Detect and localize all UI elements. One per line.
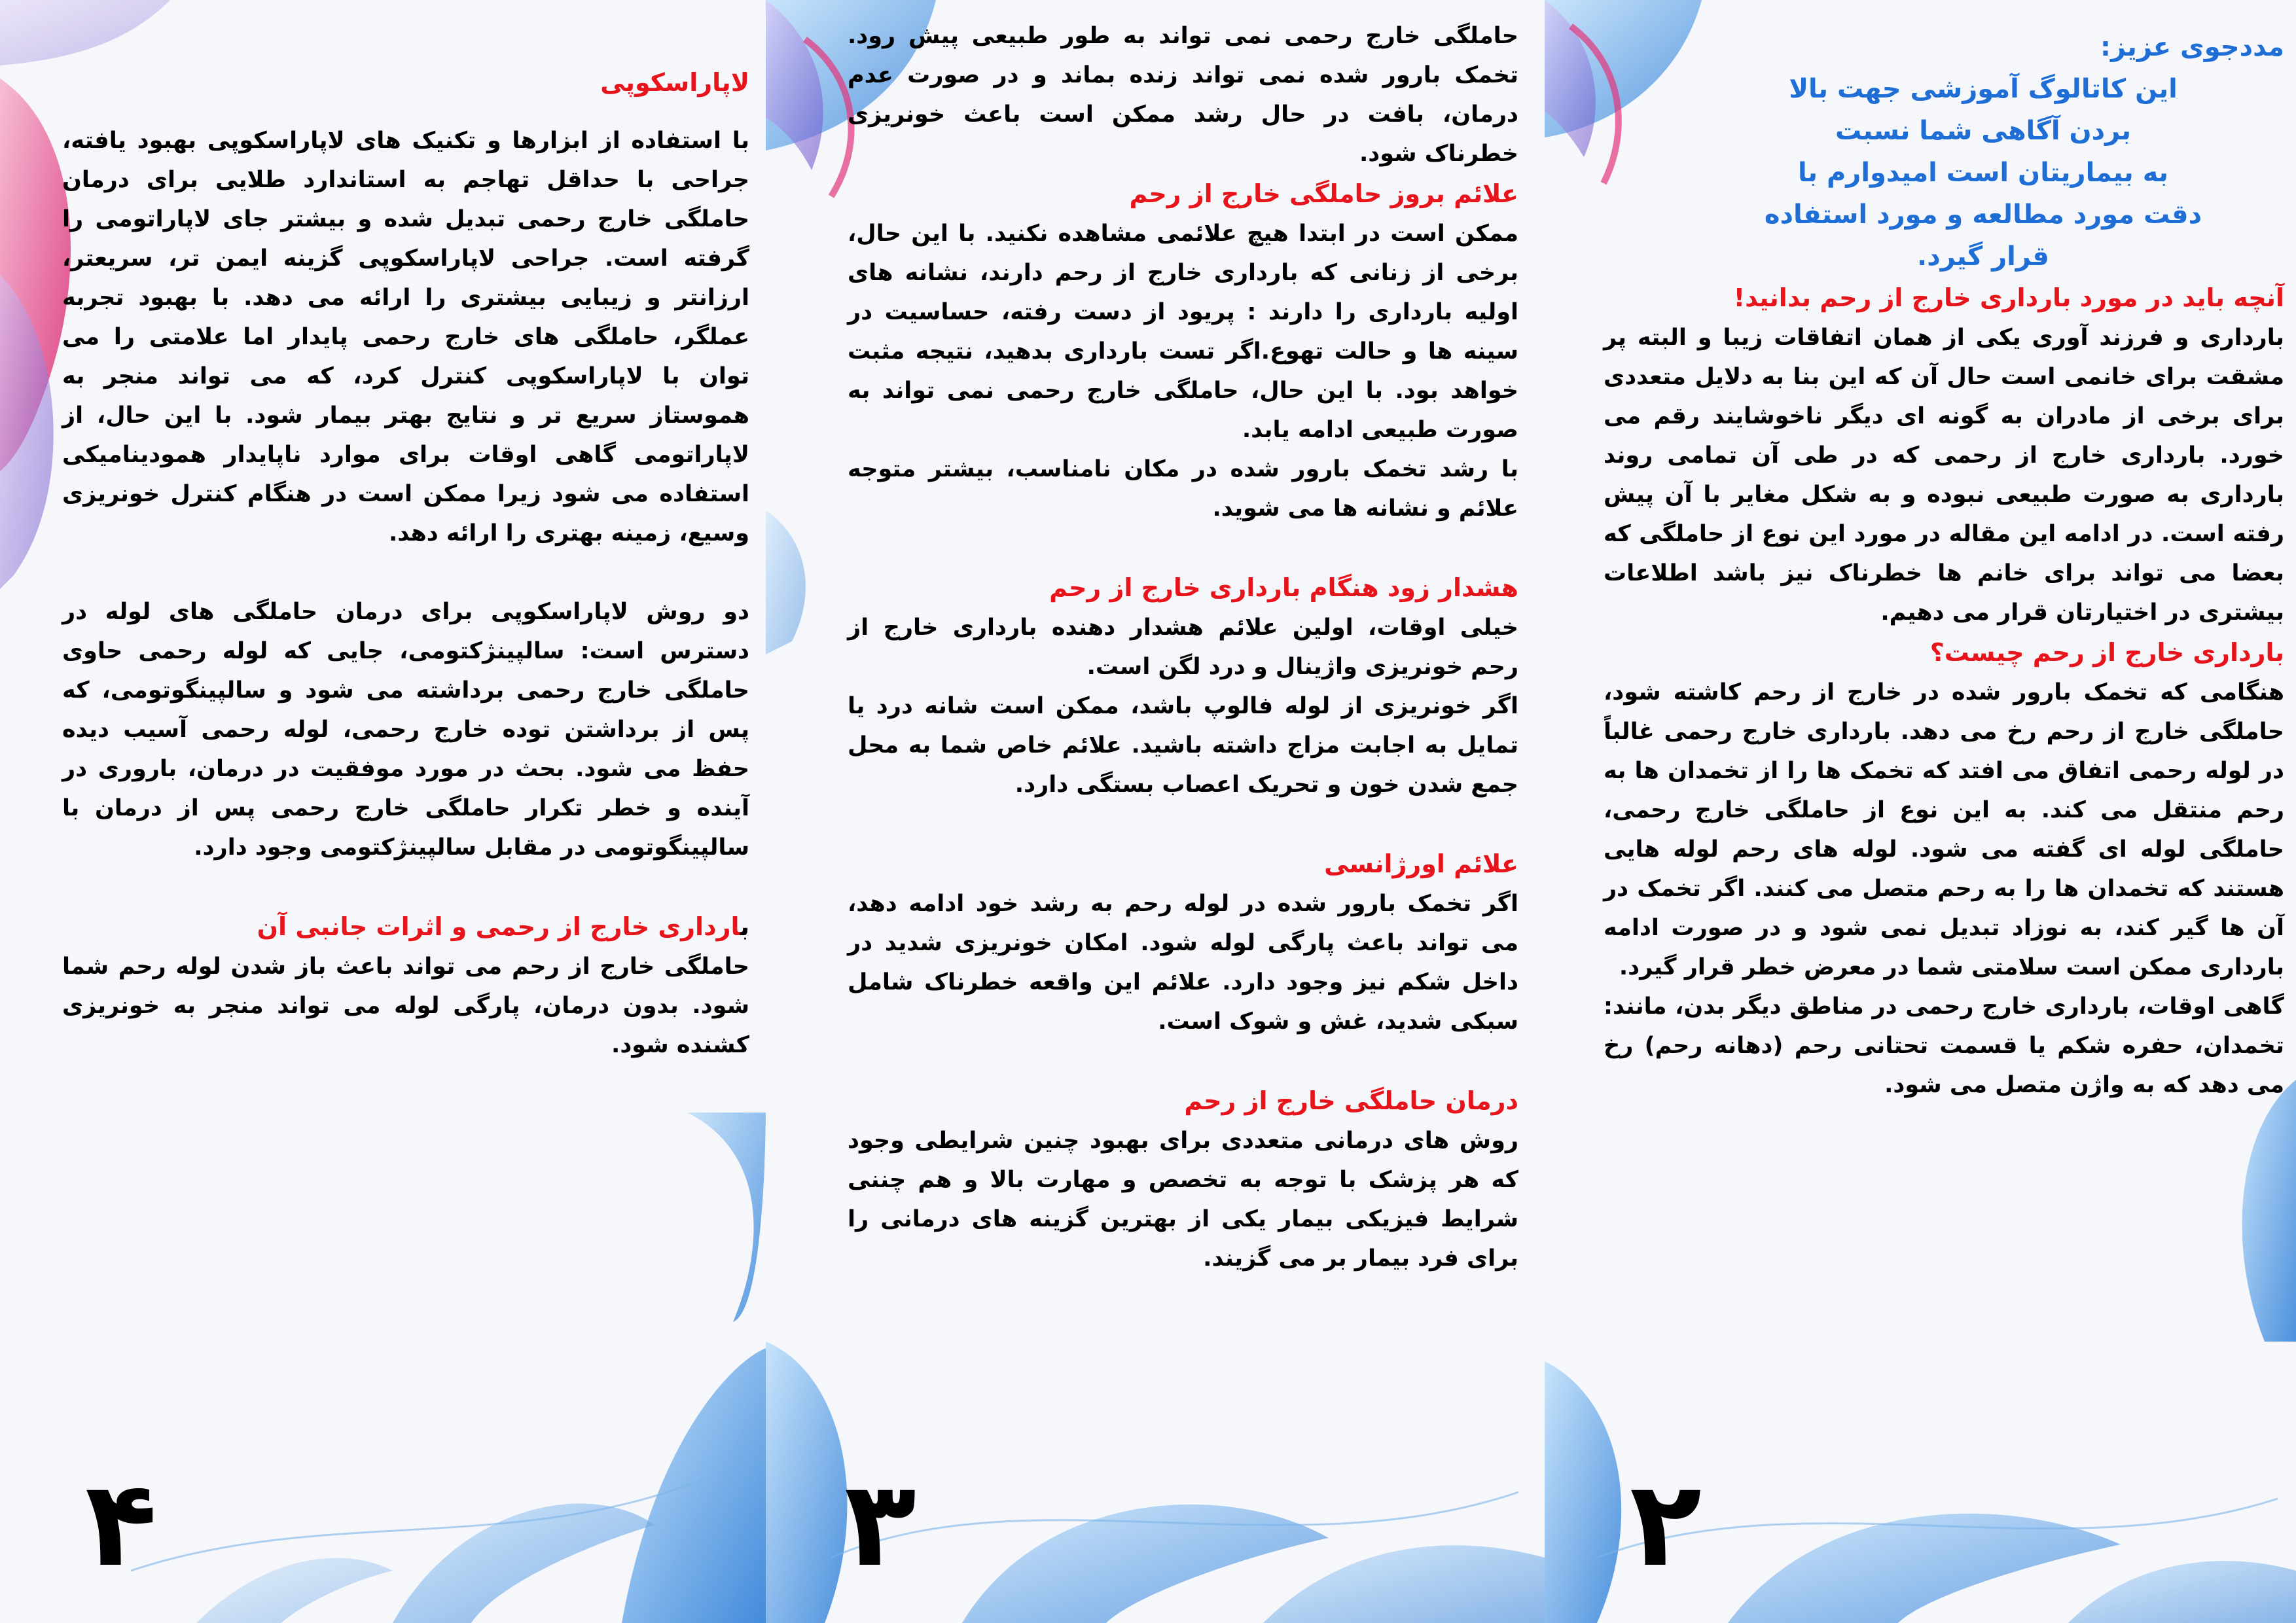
paragraph-laparoscopy: با استفاده از ابزارها و تکنیک های لاپاراسکوپی بهبود یافته، جراحی با حداقل تهاجم به استاندارد طلایی برای درمان حاملگی خارج رحمی تبدیل شده و بیشتر جای لاپاراتومی را گرفته است. جراحی لاپاراسکوپی گزینه ایمن تر، سریعتر، ارزانتر و زیبایی بیشتری را ارائه می دهد. با بهبود تجربه عملگر، حاملگی های خارج رحمی پایدار اما علامتی را می توان با لاپاراسکوپی کنترل کرد، که می تواند منجر به هموستاز سریع تر و نتایج بهتر بیمار شود. با این حال، از لاپاراتومی گاهی اوقات برای موارد ناپایدار همودینامیکی استفاده می شود زیرا ممکن است در هنگام کنترل خونریزی وسیع، زمینه بهتری را ارائه دهد. [62, 128, 749, 546]
intro-lines [1604, 68, 2284, 277]
heading-symptoms: علائم بروز حاملگی خارج از رحم [1129, 179, 1518, 208]
page-number: ۲ [1630, 1456, 1702, 1593]
paragraph-other-areas: گاهی اوقات، بارداری خارج رحمی در مناطق دیگر بدن، مانند: تخمدان، حفره شکم یا قسمت تحتانی رحم (دهانه رحم) رخ می دهد که به واژن متصل می شود. [1604, 993, 2284, 1098]
heading-early-warning: هشدار زود هنگام بارداری خارج از رحم [1049, 573, 1518, 602]
paragraph-side-effects: حاملگی خارج از رحم می تواند باعث باز شدن لوله رحم شما شود. بدون درمان، پارگی لوله می تواند منجر به خونریزی کشنده شود. [62, 954, 749, 1058]
intro-line: قرار گیرد. [1917, 241, 2049, 272]
intro-line: دقت مورد مطالعه و مورد استفاده [1764, 200, 2202, 230]
heading-treatment: درمان حاملگی خارج از رحم [1184, 1086, 1518, 1115]
paragraph-fallopian-bleeding: اگر خونریزی از لوله فالوپ باشد، ممکن است شانه درد یا تمایل به اجابت مزاج داشته باشید. علائم خاص شما به محل جمع شدن خون و تحریک اعصاب بستگی دارد. [848, 693, 1518, 798]
intro-block [1604, 26, 2284, 277]
page-2-column [1604, 26, 2284, 1105]
intro-line: بردن آگاهی شما نسبت [1835, 116, 2132, 146]
heading-what-to-know: آنچه باید در مورد بارداری خارج از رحم بدانید! [1733, 283, 2284, 312]
heading-what-is: بارداری خارج از رحم چیست؟ [1929, 638, 2284, 667]
heading-laparoscopy: لاپاراسکوپی [600, 68, 749, 97]
paragraph-overview: بارداری و فرزند آوری یکی از همان اتفاقات زیبا و البته پر مشقت برای خانمی است حال آن که این بنا به دلایل متعددی برای برخی از مادران به گونه ای دیگر ناخوشایند رقم می خورد. بارداری خارج از رحمی که در طی آن تمامی روند بارداری به صورت طبیعی نبوده و به شکل مغایر با آن پیش رفته است. در ادامه این مقاله در مورد این نوع از حاملگی که بعضا می تواند برای خانم ها خطرناک نیز باشد اطلاعات بیشتری در اختیارتان قرار می دهیم. [1604, 325, 2284, 626]
paragraph-treatment: روش های درمانی متعددی برای بهبود چنین شرایطی وجود که هر پزشک با توجه به تخصص و مهارت بالا و هم چننی شرایط فیزیکی بیمار یکی از بهترین گزینه های درمانی را برای فرد بیمار بر می گزیند. [848, 1128, 1518, 1272]
paragraph-two-methods: دو روش لاپاراسکوپی برای درمان حاملگی های لوله در دسترس است: سالپینژکتومی، جایی که لوله رحمی حاوی حاملگی خارج رحمی برداشته می شود و سالپینگوتومی، که پس از برداشتن توده خارج رحمی، لوله رحمی آسیب دیده حفظ می شود. بحث در مورد موفقیت در درمان، باروری در آینده و خطر تکرار حاملگی خارج رحمی پس از درمان با سالپینگوتومی در مقابل سالپینژکتومی وجود دارد. [62, 599, 749, 861]
page-number: ۳ [844, 1456, 916, 1593]
heading-emergency: علائم اورژانسی [1324, 849, 1518, 878]
heading-side-effects-prefix: ب [740, 912, 749, 941]
page-4-column [62, 62, 749, 1065]
paragraph-intro: حاملگی خارج رحمی نمی تواند به طور طبیعی پیش رود. تخمک بارور شده نمی تواند زنده بماند و در صورت عدم درمان، بافت در حال رشد ممکن است باعث خونریزی خطرناک شود. [848, 23, 1518, 167]
paragraph-symptoms: ممکن است در ابتدا هیچ علائمی مشاهده نکنید. با این حال، برخی از زنانی که بارداری خارج از رحم دارند، نشانه های اولیه بارداری را دارند : پریود از دست رفته، حساسیت در سینه ها و حالت تهوع.اگر تست بارداری بدهید، نتیجه مثبت خواهد بود. با این حال، حاملگی خارج رحمی نمی تواند به صورت طبیعی ادامه یابد. [848, 221, 1518, 443]
paragraph-symptoms-growth: با رشد تخمک بارور شده در مکان نامناسب، بیشتر متوجه علائم و نشانه ها می شوید. [848, 456, 1518, 522]
paragraph-emergency: اگر تخمک بارور شده در لوله رحم به رشد خود ادامه دهد، می تواند باعث پارگی لوله شود. امکان خونریزی شدید در داخل شکم نیز وجود دارد. علائم این واقعه خطرناک شامل سبکی شدید، غش و شوک است. [848, 891, 1518, 1035]
page-3-panel [766, 0, 1545, 1623]
page-4-panel [0, 0, 766, 1623]
heading-side-effects-text: ارداری خارج از رحمی و اثرات جانبی آن [257, 912, 740, 941]
page-2-panel [1545, 0, 2296, 1623]
page-3-column [848, 16, 1518, 1278]
greeting: مددجوی عزیز: [2100, 32, 2284, 62]
page-number: ۴ [85, 1456, 157, 1593]
paragraph-definition: هنگامی که تخمک بارور شده در خارج از رحم کاشته شود، حاملگی خارج از رحم رخ می دهد. بارداری خارج رحمی غالباً در لوله رحمی اتفاق می افتد که تخمک ها را از تخمدان ها به رحم منتقل می کند. به این نوع از حاملگی خارج رحمی، حاملگی لوله ای گفته می شود. لوله های رحم لوله هایی هستند که تخمدان ها را به رحم متصل می کنند. اگر تخمک در آن ها گیر کند، به نوزاد تبدیل نمی شود و در صورت ادامه بارداری ممکن است سلامتی شما در معرض خطر قرار گیرد. [1604, 679, 2284, 980]
intro-line: به بیماریتان است امیدوارم با [1798, 158, 2168, 188]
intro-line: این کاتالوگ آموزشی جهت بالا [1789, 74, 2178, 104]
heading-side-effects [62, 906, 749, 947]
paragraph-early-warning: خیلی اوقات، اولین علائم هشدار دهنده بارداری خارج از رحم خونریزی واژینال و درد لگن است. [848, 615, 1518, 680]
